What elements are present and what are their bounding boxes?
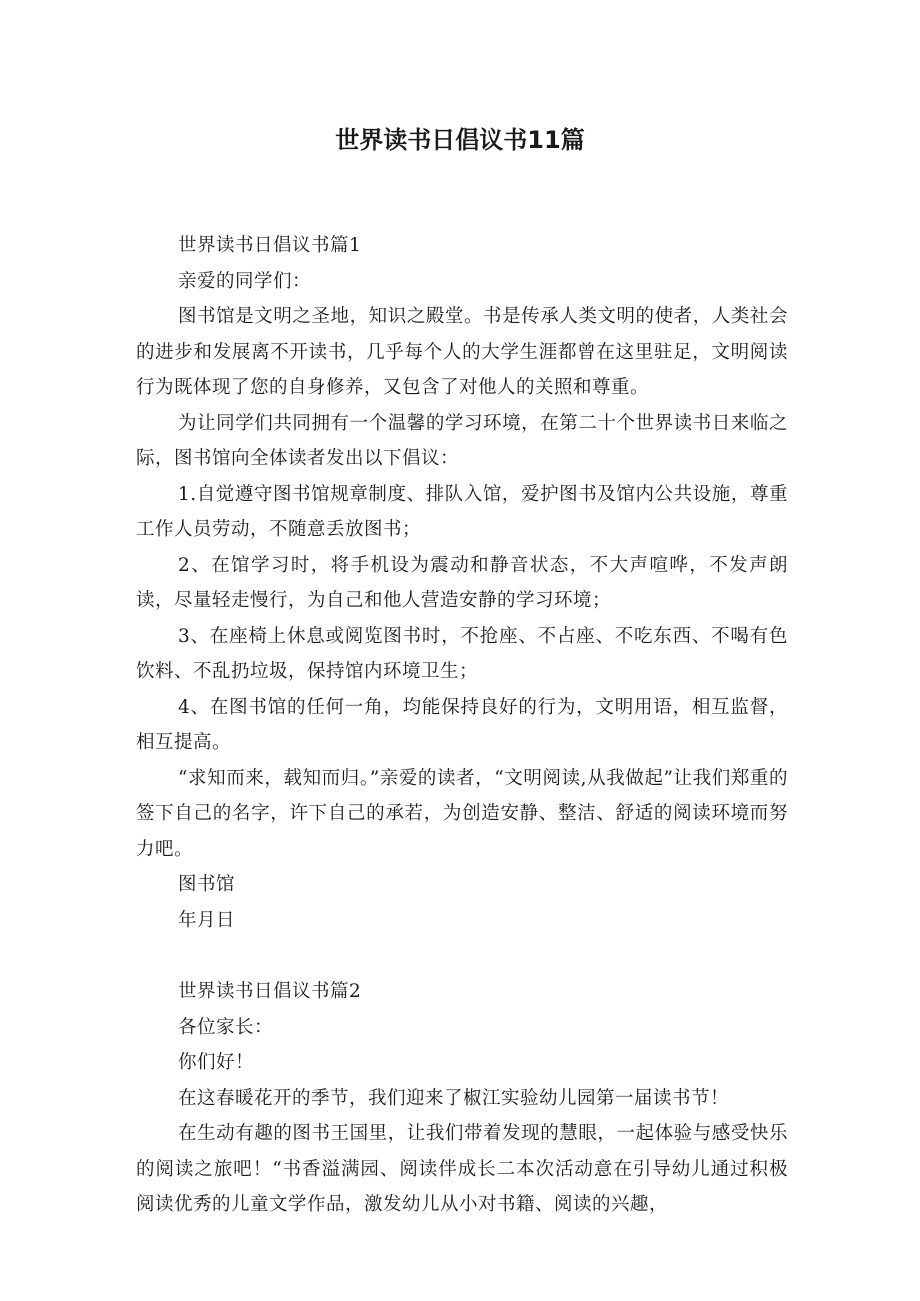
- section-heading: 世界读书日倡议书篇2: [178, 981, 362, 1002]
- paragraph: “求知而来，载知而归。”亲爱的读者，“文明阅读,从我做起”让我们郑重的签下自己的名字，许下自己的承若，为创造安静、整洁、舒适的阅读环境而努力吧。: [136, 767, 788, 860]
- paragraph: 1.自觉遵守图书馆规章制度、排队入馆，爱护图书及馆内公共设施，尊重工作人员劳动，不随意丢放图书；: [136, 483, 788, 540]
- section-spacer: [136, 938, 788, 974]
- document-title: 世界读书日倡议书11篇: [335, 126, 585, 154]
- paragraph: 图书馆是文明之圣地，知识之殿堂。书是传承人类文明的使者，人类社会的进步和发展离不开读书，几乎每个人的大学生涯都曾在这里驻足，文明阅读行为既体现了您的自身修养，又包含了对他人的关照和尊重。: [136, 306, 788, 398]
- date: 年月日: [178, 909, 236, 931]
- document-body: [136, 228, 788, 1223]
- greeting: 各位家长：: [178, 1016, 274, 1038]
- paragraph: 3、在座椅上休息或阅览图书时，不抢座、不占座、不吃东西、不喝有色饮料、不乱扔垃圾，保持馆内环境卫生；: [136, 625, 788, 682]
- greeting: 亲爱的同学们：: [178, 270, 312, 292]
- salutation: 你们好！: [178, 1052, 255, 1073]
- paragraph: 4、在图书馆的任何一角，均能保持良好的行为，文明用语，相互监督，相互提高。: [136, 696, 788, 753]
- section-heading: 世界读书日倡议书篇1: [178, 235, 362, 256]
- signature: 图书馆: [178, 874, 236, 895]
- paragraph: 2、在馆学习时，将手机设为震动和静音状态，不大声喧哗，不发声朗读，尽量轻走慢行，为自己和他人营造安静的学习环境；: [136, 554, 788, 611]
- paragraph: 为让同学们共同拥有一个温馨的学习环境，在第二十个世界读书日来临之际，图书馆向全体读者发出以下倡议：: [136, 412, 788, 469]
- paragraph: 在这春暖花开的季节，我们迎来了椒江实验幼儿园第一届读书节！: [178, 1087, 730, 1109]
- paragraph: 在生动有趣的图书王国里，让我们带着发现的慧眼，一起体验与感受快乐的阅读之旅吧！“书香溢满园、阅读伴成长二本次活动意在引导幼儿通过积极阅读优秀的儿童文学作品，激发幼儿从小对书籍、阅读的兴趣，: [136, 1123, 788, 1215]
